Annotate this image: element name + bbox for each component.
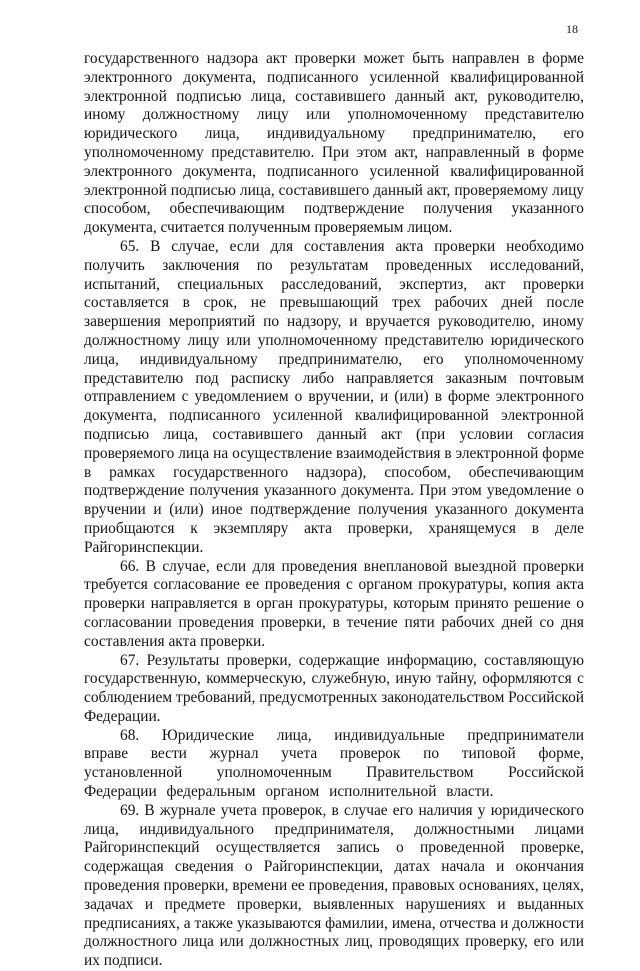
document-body <box>84 50 584 971</box>
page-number: 18 <box>566 22 578 36</box>
paragraph-65: 65. В случае, если для составления акта проверки необходимо получить заключения по результатам проведенных исследований, испытаний, специальных расследований, экспертиз, акт проверки составляется в срок, не превышающий трех рабочих дней после завершения мероприятий по надзору, и вручается руководителю, иному должностному лицу или уполномоченному представителю юридического лица, индивидуальному предпринимателю, его уполномоченному представителю под расписку либо направляется заказным почтовым отправлением с уведомлением о вручении, и (или) в форме электронного документа, подписанного усиленной квалифицированной электронной подписью лица, составившего данный акт (при условии согласия проверяемого лица на осуществление взаимодействия в электронной форме в рамках государственного надзора), способом, обеспечивающим подтверждение получения указанного документа. При этом уведомление о вручении и (или) иное подтверждение получения указанного документа приобщаются к экземпляру акта проверки, хранящемуся в деле Райгоринспекции. <box>84 237 584 556</box>
paragraph-68: 68. Юридические лица, индивидуальные предприниматели вправе вести журнал учета проверок по типовой форме, установленной уполномоченным Правительством Российской Федерации федеральным органом исполнительной власти. <box>84 726 584 801</box>
paragraph-66: 66. В случае, если для проведения внеплановой выездной проверки требуется согласование ее проведения с органом прокуратуры, копия акта проверки направляется в орган прокуратуры, которым принято решение о согласовании проведения проверки, в течение пяти рабочих дней со дня составления акта проверки. <box>84 557 584 650</box>
paragraph-continuation: государственного надзора акт проверки может быть направлен в форме электронного документа, подписанного усиленной квалифицированной электронной подписью лица, составившего данный акт, руководителю, иному должностному лицу или уполномоченному представителю юридического лица, индивидуальному предпринимателю, его уполномоченному представителю. При этом акт, направленный в форме электронного документа, подписанного усиленной квалифицированной электронной подписью лица, составившего данный акт, проверяемому лицу способом, обеспечивающим подтверждение получения указанного документа, считается полученным проверяемым лицом. <box>84 50 584 237</box>
paragraph-67: 67. Результаты проверки, содержащие информацию, составляющую государственную, коммерческую, служебную, иную тайну, оформляются с соблюдением требований, предусмотренных законодательством Российской Федерации. <box>84 651 584 725</box>
paragraph-69: 69. В журнале учета проверок, в случае его наличия у юридического лица, индивидуального предпринимателя, должностными лицами Райгоринспекций осуществляется запись о проведенной проверке, содержащая сведения о Райгоринспекции, датах начала и окончания проведения проверки, времени ее проведения, правовых основаниях, целях, задачах и предмете проверки, выявленных нарушениях и выданных предписаниях, а также указываются фамилии, имена, отчества и должности должностного лица или должностных лиц, проводящих проверку, его или их подписи. <box>84 801 584 970</box>
